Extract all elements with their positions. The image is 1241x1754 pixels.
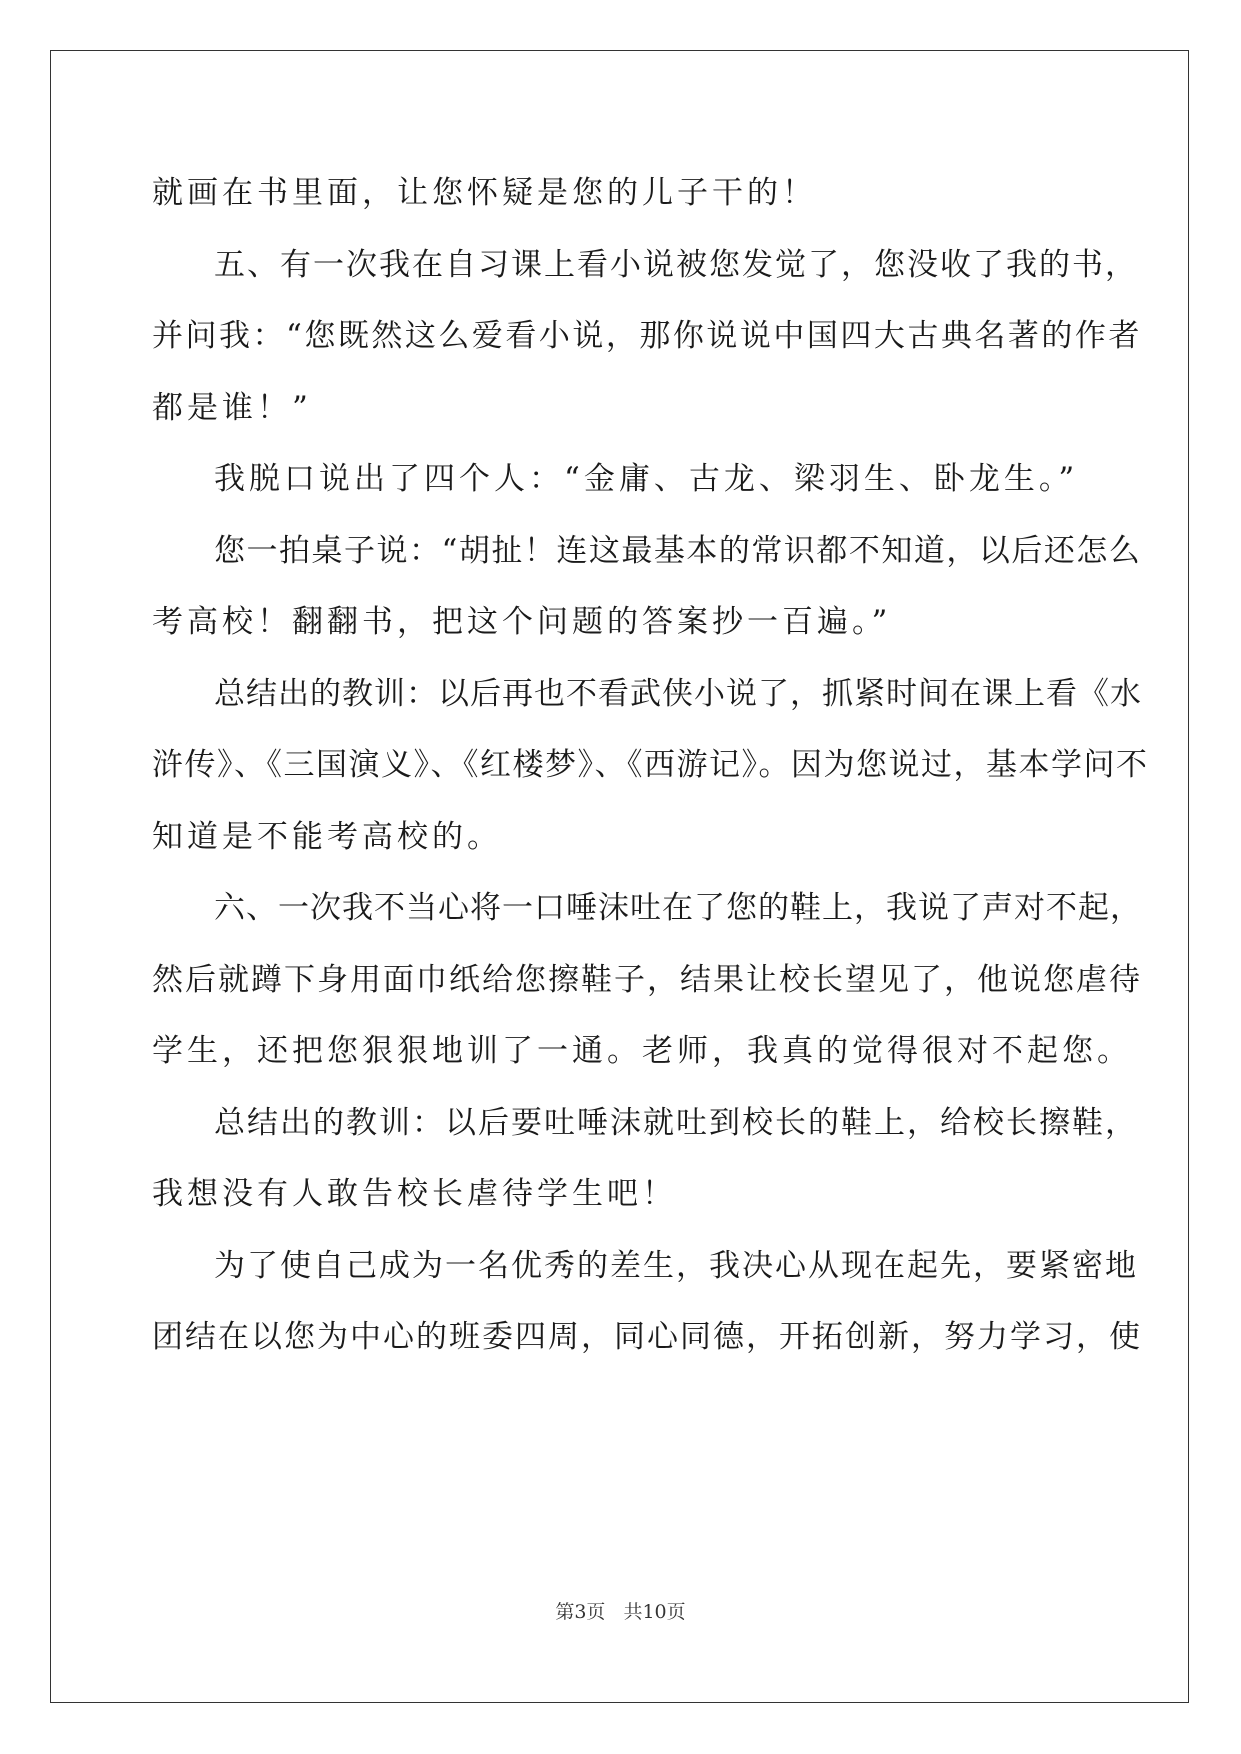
text-line-1: 就画在书里面，让您怀疑是您的儿子干的！ <box>152 175 817 211</box>
text-line-4: 都是谁！” <box>152 390 312 426</box>
text-line-17: 团结在以您为中心的班委四周，同心同德，开拓创新，努力学习，使 <box>152 1319 1142 1355</box>
page-total: 共10页 <box>623 1601 686 1623</box>
text-line-7: 考高校！翻翻书，把这个问题的答案抄一百遍。” <box>152 604 892 640</box>
text-line-5: 我脱口说出了四个人：“金庸、古龙、梁羽生、卧龙生。” <box>214 461 1079 497</box>
text-line-11: 六、一次我不当心将一口唾沫吐在了您的鞋上，我说了声对不起， <box>214 890 1142 926</box>
text-line-15: 我想没有人敢告校长虐待学生吧！ <box>152 1176 677 1212</box>
text-line-8: 总结出的教训：以后再也不看武侠小说了，抓紧时间在课上看《水 <box>214 676 1142 712</box>
page-number: 第3页 <box>555 1601 606 1623</box>
text-line-6: 您一拍桌子说：“胡扯！连这最基本的常识都不知道，以后还怎么 <box>214 533 1142 569</box>
text-line-9: 浒传》、《三国演义》、《红楼梦》、《西游记》。因为您说过，基本学问不 <box>152 747 1149 783</box>
text-line-16: 为了使自己成为一名优秀的差生，我决心从现在起先，要紧密地 <box>214 1248 1138 1284</box>
text-line-14: 总结出的教训：以后要吐唾沫就吐到校长的鞋上，给校长擦鞋， <box>214 1105 1138 1141</box>
text-line-10: 知道是不能考高校的。 <box>152 819 502 855</box>
text-line-2: 五、有一次我在自习课上看小说被您发觉了，您没收了我的书， <box>214 247 1138 283</box>
text-line-12: 然后就蹲下身用面巾纸给您擦鞋子，结果让校长望见了，他说您虐待 <box>152 962 1142 998</box>
page-border <box>50 50 1189 1703</box>
text-line-13: 学生，还把您狠狠地训了一通。老师，我真的觉得很对不起您。 <box>152 1033 1132 1069</box>
page-footer <box>0 1600 1241 1624</box>
text-line-3: 并问我：“您既然这么爱看小说，那你说说中国四大古典名著的作者 <box>152 318 1142 354</box>
